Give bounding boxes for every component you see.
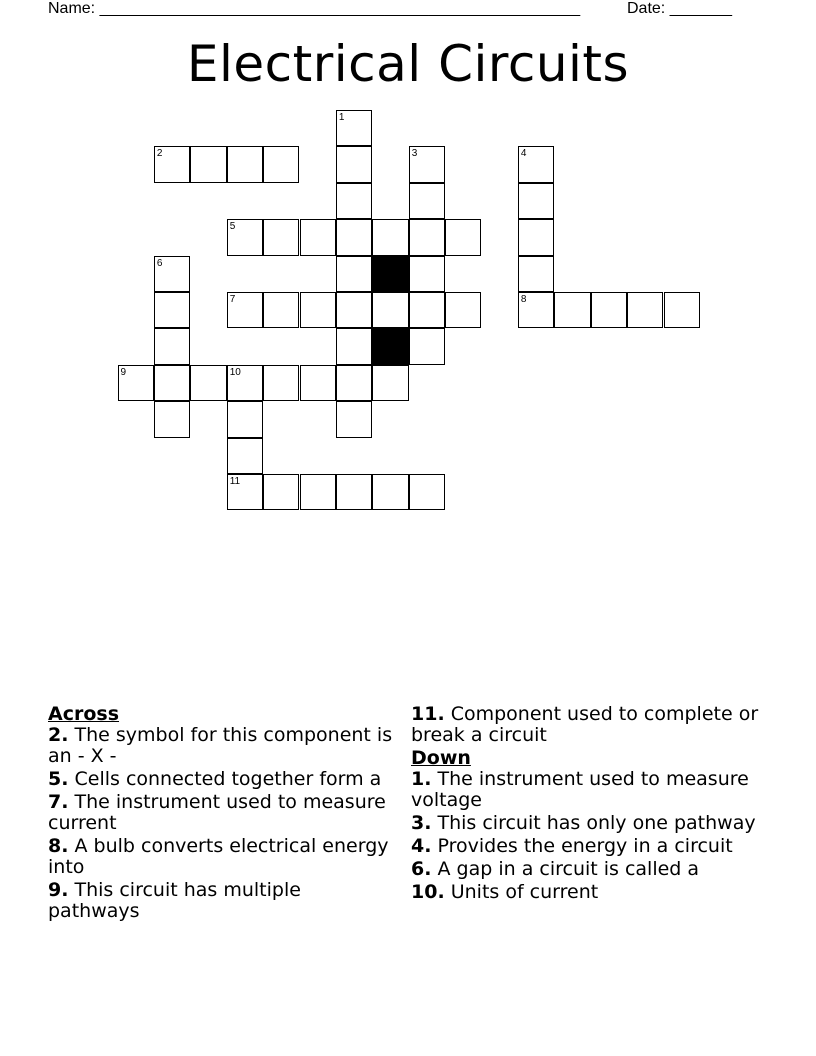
crossword-cell[interactable] (627, 292, 663, 328)
crossword-cell[interactable] (118, 365, 154, 401)
crossword-cell[interactable] (336, 365, 372, 401)
crossword-cell[interactable] (409, 256, 445, 292)
clue-text: This circuit has multiple pathways (48, 879, 301, 922)
crossword-cell[interactable] (518, 256, 554, 292)
clue-text: A bulb converts electrical energy into (48, 835, 389, 878)
crossword-cell[interactable] (263, 219, 299, 255)
clue-across-2 (48, 725, 393, 767)
clue-number: 10. (411, 881, 445, 903)
crossword-cell[interactable] (445, 219, 481, 255)
crossword-cell[interactable] (409, 292, 445, 328)
clue-across-5 (48, 769, 393, 790)
date-field-label: Date: _______ (627, 0, 732, 17)
crossword-cell[interactable] (300, 292, 336, 328)
clue-number: 9. (48, 879, 69, 901)
crossword-cell[interactable] (409, 146, 445, 182)
clue-across-11 (411, 704, 771, 746)
clue-number-label: 5 (229, 221, 236, 233)
crossword-cell[interactable] (518, 146, 554, 182)
crossword-cell[interactable] (336, 328, 372, 364)
clue-down-10 (411, 882, 771, 903)
clue-text: The instrument used to measure current (48, 791, 386, 834)
clue-number: 2. (48, 724, 69, 746)
crossword-cell[interactable] (518, 183, 554, 219)
clues-column-right (411, 704, 771, 905)
crossword-cell[interactable] (336, 256, 372, 292)
clue-text: Cells connected together form a (68, 768, 382, 790)
crossword-cell[interactable] (336, 183, 372, 219)
clue-number: 4. (411, 835, 432, 857)
crossword-cell[interactable] (227, 438, 263, 474)
clue-across-9 (48, 880, 393, 922)
crossword-cell[interactable] (227, 365, 263, 401)
crossword-cell[interactable] (263, 474, 299, 510)
crossword-black-cell (372, 328, 408, 364)
crossword-cell[interactable] (300, 474, 336, 510)
crossword-cell[interactable] (227, 292, 263, 328)
clue-number: 3. (411, 812, 432, 834)
clue-number: 5. (48, 768, 69, 790)
clue-number-label: 6 (156, 257, 163, 269)
clue-number: 7. (48, 791, 69, 813)
crossword-cell[interactable] (554, 292, 590, 328)
clue-text: The instrument used to measure voltage (411, 768, 749, 811)
crossword-cell[interactable] (409, 183, 445, 219)
crossword-cell[interactable] (227, 401, 263, 437)
clue-text: The symbol for this component is an - X - (48, 724, 393, 767)
crossword-cell[interactable] (372, 474, 408, 510)
clue-down-3 (411, 813, 771, 834)
clue-number-label: 10 (229, 366, 241, 378)
down-heading: Down (411, 747, 471, 769)
clue-down-1 (411, 769, 771, 811)
crossword-cell[interactable] (154, 256, 190, 292)
clue-number-label: 3 (411, 148, 418, 160)
crossword-cell[interactable] (336, 292, 372, 328)
crossword-cell[interactable] (190, 146, 226, 182)
clue-number: 6. (411, 858, 432, 880)
crossword-cell[interactable] (336, 401, 372, 437)
crossword-cell[interactable] (372, 292, 408, 328)
crossword-cell[interactable] (154, 146, 190, 182)
clue-number-label: 8 (520, 294, 527, 305)
crossword-cell[interactable] (227, 219, 263, 255)
clue-number-label: 9 (120, 366, 127, 378)
clue-number: 8. (48, 835, 69, 857)
clue-number: 11. (411, 703, 445, 725)
crossword-cell[interactable] (336, 474, 372, 510)
page-title: Electrical Circuits (186, 35, 630, 93)
clues-column-left (48, 704, 393, 924)
crossword-cell[interactable] (154, 328, 190, 364)
clue-number: 1. (411, 768, 432, 790)
clue-text: This circuit has only one pathway (431, 812, 756, 834)
crossword-cell[interactable] (591, 292, 627, 328)
across-heading: Across (48, 703, 120, 725)
crossword-cell[interactable] (409, 219, 445, 255)
clue-number-label: 1 (338, 112, 345, 123)
crossword-cell[interactable] (518, 292, 554, 328)
crossword-cell[interactable] (409, 328, 445, 364)
name-field-label: Name: ______________________________________________________ (48, 0, 581, 17)
crossword-cell[interactable] (372, 219, 408, 255)
clue-text: Component used to complete or break a circuit (411, 703, 759, 746)
crossword-cell[interactable] (154, 292, 190, 328)
clue-number-label: 4 (520, 148, 527, 160)
crossword-cell[interactable] (300, 365, 336, 401)
crossword-cell[interactable] (664, 292, 700, 328)
clue-number-label: 7 (229, 294, 236, 305)
clue-text: Provides the energy in a circuit (431, 835, 733, 857)
clue-text: Units of current (444, 881, 599, 903)
crossword-cell[interactable] (518, 219, 554, 255)
clue-across-8 (48, 836, 393, 878)
crossword-cell[interactable] (227, 146, 263, 182)
crossword-cell[interactable] (263, 365, 299, 401)
crossword-cell[interactable] (409, 474, 445, 510)
crossword-cell[interactable] (263, 146, 299, 182)
clue-down-6 (411, 859, 771, 880)
clue-number-label: 11 (229, 476, 241, 487)
clue-across-7 (48, 792, 393, 834)
crossword-cell[interactable] (227, 474, 263, 510)
crossword-cell[interactable] (336, 110, 372, 146)
clue-down-4 (411, 836, 771, 857)
crossword-cell[interactable] (336, 219, 372, 255)
crossword-cell[interactable] (336, 146, 372, 182)
crossword-cell[interactable] (154, 401, 190, 437)
crossword-cell[interactable] (154, 365, 190, 401)
crossword-cell[interactable] (300, 219, 336, 255)
crossword-cell[interactable] (263, 292, 299, 328)
clue-text: A gap in a circuit is called a (431, 858, 700, 880)
crossword-cell[interactable] (445, 292, 481, 328)
crossword-cell[interactable] (372, 365, 408, 401)
crossword-black-cell (372, 256, 408, 292)
clue-number-label: 2 (156, 148, 163, 160)
crossword-cell[interactable] (190, 365, 226, 401)
